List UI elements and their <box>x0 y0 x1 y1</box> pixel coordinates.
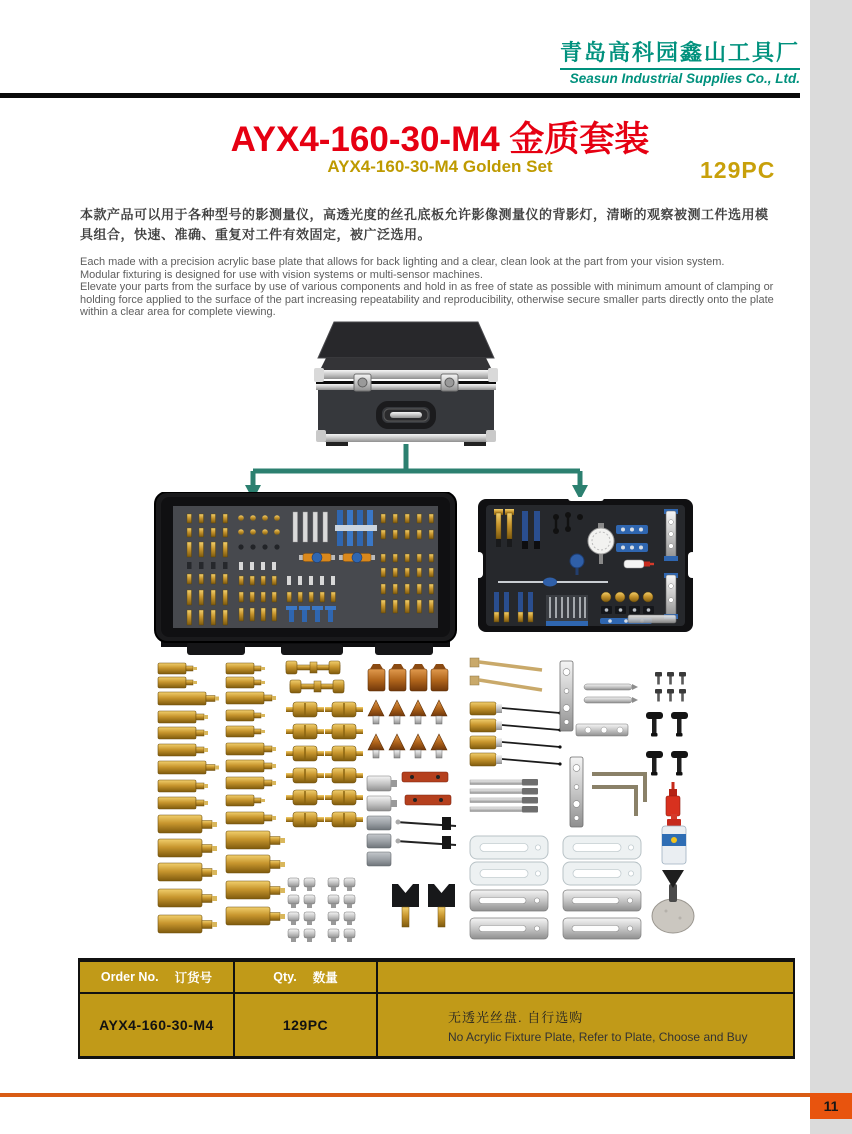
orange-connector-icon <box>339 553 375 563</box>
order-table-header <box>80 962 793 994</box>
glue-bottle-icon <box>666 782 680 816</box>
case-latch-icon <box>354 374 371 391</box>
description-en-line: Each made with a precision acrylic base plate that allows for back lighting and a clear, clean look at the part from your vision system. <box>80 256 725 268</box>
header-divider <box>0 93 800 98</box>
measuring-arms <box>396 817 457 849</box>
company-name-en: Seasun Industrial Supplies Co., Ltd. <box>569 71 800 86</box>
case-latch-icon <box>441 374 458 391</box>
v-block-icon <box>428 884 455 927</box>
header-note <box>378 962 793 992</box>
spray-can-icon <box>662 814 686 864</box>
description-cn: 本款产品可以用于各种型号的影测量仪，高透光度的丝孔底板允许影像测量仪的背影灯，清晰的观察被测工件选用模具组合，快速、准确、重复对工件有效固定，被广泛选用。 <box>80 207 769 242</box>
angle-plate <box>570 757 583 827</box>
slotted-shim <box>470 918 548 939</box>
thumb-knob-icon <box>646 712 663 737</box>
copper-cone-cluster <box>368 664 448 758</box>
thread-taps <box>470 779 538 813</box>
acrylic-slot-bar <box>470 862 548 885</box>
note-en: No Acrylic Fixture Plate, Refer to Plate, Choose and Buy <box>448 1029 748 1044</box>
v-block-icon <box>392 884 419 927</box>
pin-tray-photo <box>153 492 458 660</box>
thumb-knob-icon <box>671 712 688 737</box>
gold-pin-column <box>158 663 219 933</box>
acrylic-slot-bar <box>470 836 548 859</box>
description-en-line: Modular fixturing is designed for use with vision systems or multi-sensor machines. <box>80 268 483 281</box>
orange-connector-icon <box>299 553 335 563</box>
acrylic-slot-bar <box>563 862 641 885</box>
footer-divider <box>0 1093 810 1097</box>
slotted-shim <box>563 918 641 939</box>
angle-bracket <box>576 724 628 736</box>
slotted-shim <box>563 890 641 911</box>
probe-chucks <box>470 702 562 766</box>
qty-value: 129PC <box>235 994 378 1056</box>
thumb-knob-icon <box>646 751 663 776</box>
note-cn: 无透光丝盘. 自行选购 <box>448 1009 584 1025</box>
silver-clamp-cluster <box>288 878 355 942</box>
silver-cylinders <box>367 776 397 811</box>
gold-clamp-column <box>286 661 363 827</box>
screw-set <box>655 672 686 702</box>
product-title: AYX4-160-30-M4 金质套装 <box>230 120 650 159</box>
slotted-shim <box>470 890 548 911</box>
red-clamp-bars <box>402 772 451 805</box>
acrylic-slot-bar <box>563 836 641 859</box>
hex-keys <box>592 774 645 816</box>
tool-case-photo <box>296 318 516 450</box>
gray-cylinders <box>367 816 391 866</box>
note-cell <box>378 994 793 1056</box>
order-no-value: AYX4-160-30-M4 <box>80 994 235 1056</box>
page-header <box>0 36 800 86</box>
header-order-no: Order No. 订货号 <box>80 962 235 992</box>
product-subtitle: AYX4-160-30-M4 Golden Set <box>327 157 553 176</box>
order-table-row <box>80 994 793 1056</box>
probe-pens <box>584 684 638 703</box>
piece-count-badge: 129PC <box>700 157 776 183</box>
accessory-tray-photo <box>478 497 693 634</box>
header-qty: Qty. 数量 <box>235 962 378 992</box>
suction-cup-icon <box>652 870 694 933</box>
description-en <box>80 256 788 319</box>
kit-components-photo <box>140 656 800 956</box>
page-number: 11 <box>810 1093 852 1119</box>
gold-pin-column <box>226 663 285 925</box>
hook-tools <box>470 658 542 690</box>
company-name-cn: 青岛高科园鑫山工具厂 <box>560 36 800 70</box>
order-table <box>78 958 795 1059</box>
thumb-knob-icon <box>671 751 688 776</box>
description-en-line: Elevate your parts from the surface by use of various components and hold in as free of state as possible with minimum amount of clamping or holding force applied to the surface of the part increasing repeatability and reproducibility, otherwise secure smaller parts directly onto the plate within a clear area for complete viewing. <box>80 281 774 319</box>
angle-plate <box>560 661 573 731</box>
